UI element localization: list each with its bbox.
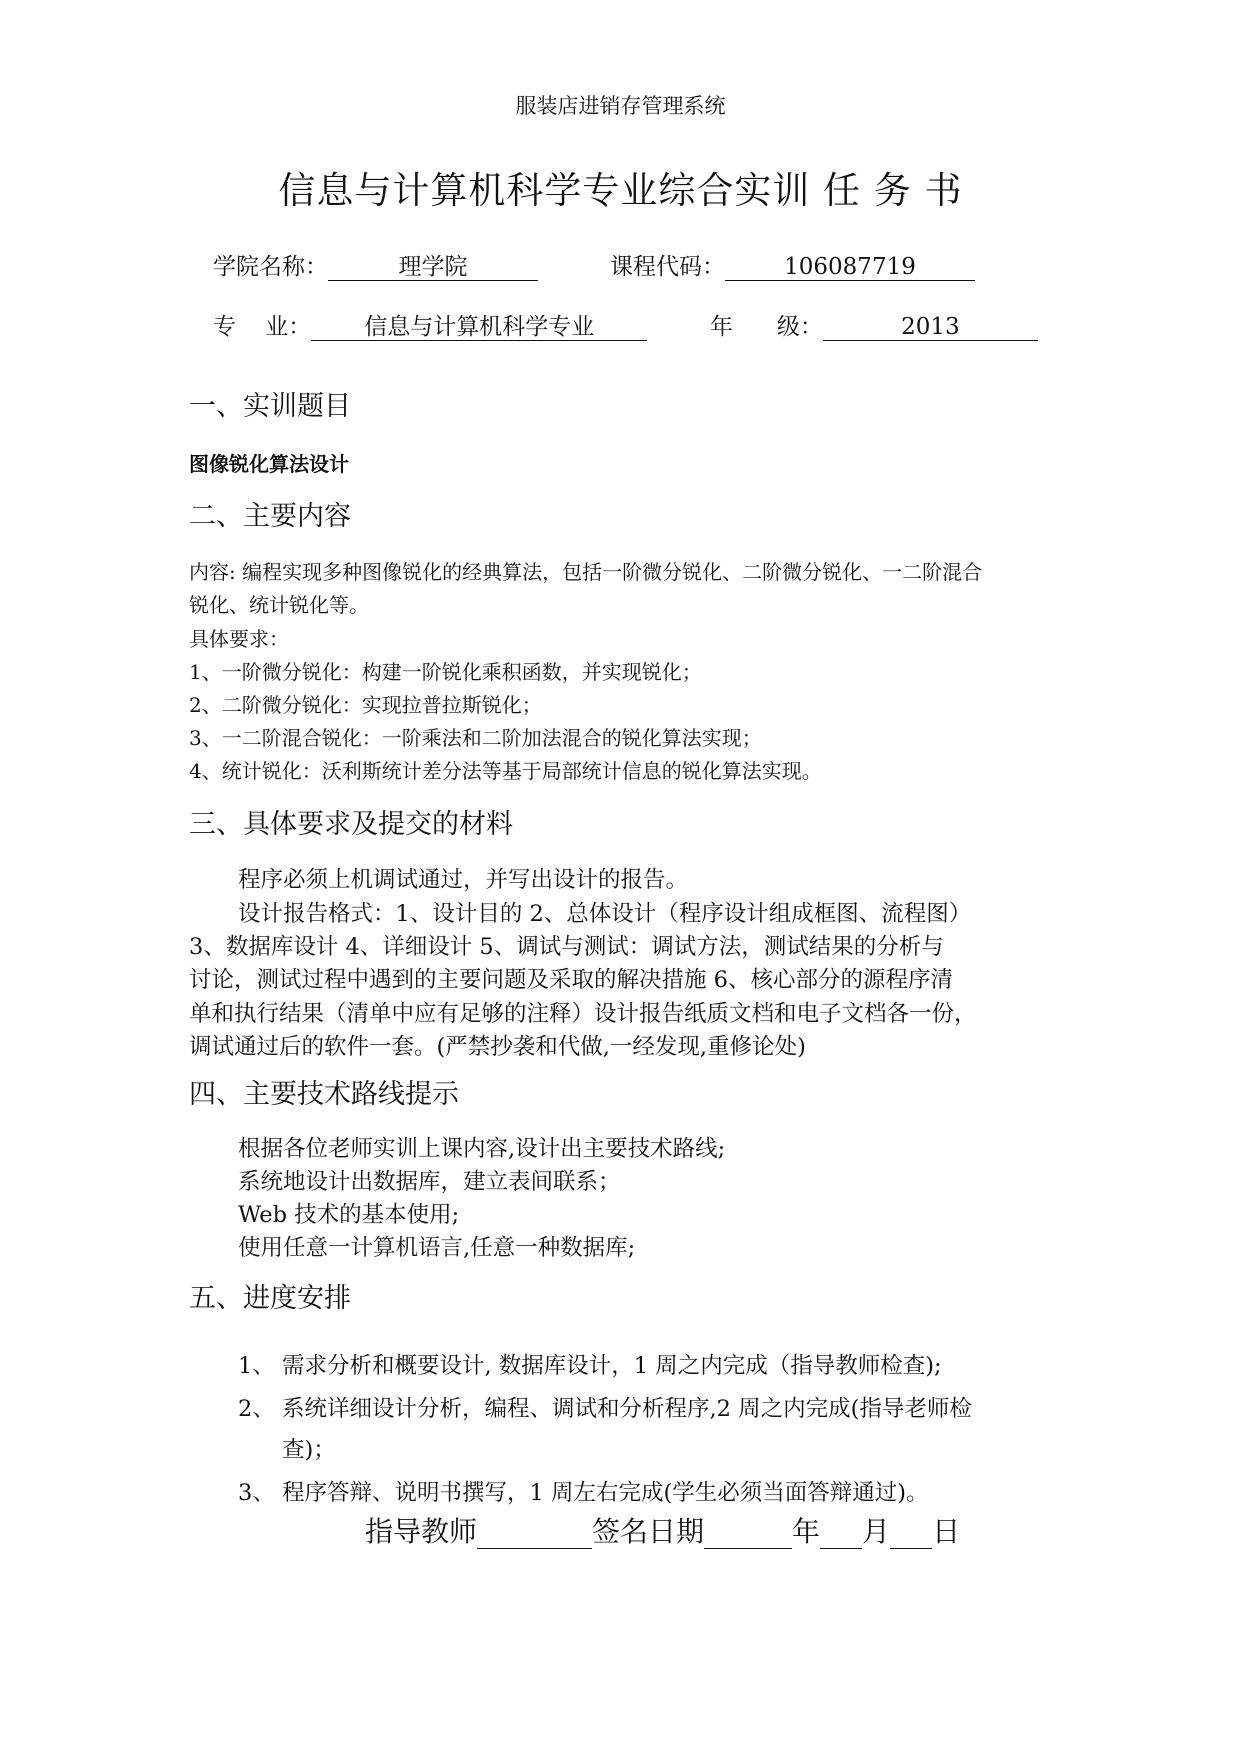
section-heading-3: 三、具体要求及提交的材料: [189, 809, 513, 840]
date-label: 签名日期: [592, 1515, 705, 1548]
major-value: 信息与计算机科学专业: [311, 315, 647, 341]
college-field: [213, 248, 538, 281]
content-item: 4、统计锐化：沃利斯统计差分法等基于局部统计信息的锐化算法实现。: [189, 759, 822, 783]
grade-value: 2013: [823, 315, 1038, 341]
section-heading-2: 二、主要内容: [189, 501, 351, 532]
content-item: 2、二阶微分锐化：实现拉普拉斯锐化；: [189, 693, 542, 717]
schedule-number: 1、: [238, 1353, 275, 1379]
tech-hint: Web 技术的基本使用;: [238, 1202, 460, 1228]
section-heading-5: 五、进度安排: [189, 1283, 351, 1314]
tech-hint: 使用任意一计算机语言,任意一种数据库;: [238, 1235, 636, 1261]
schedule-text: 程序答辩、说明书撰写，1 周左右完成(学生必须当面答辩通过)。: [282, 1480, 929, 1506]
month-label: 月: [862, 1515, 891, 1548]
course-code-label: 课程代码：: [610, 254, 725, 280]
grade-label: 年 级：: [710, 314, 823, 340]
day-label: 日: [932, 1515, 961, 1548]
major-field: [213, 308, 647, 341]
requirements-line: 调试通过后的软件一套。(严禁抄袭和代做,一经发现,重修论处): [189, 1034, 806, 1060]
requirements-line: 单和执行结果（清单中应有足够的注释）设计报告纸质文档和电子文档各一份，: [189, 1001, 977, 1027]
schedule-number: 2、: [238, 1396, 275, 1422]
tech-hint: 根据各位老师实训上课内容,设计出主要技术路线;: [238, 1136, 726, 1162]
schedule-text-continued: 查)；: [282, 1437, 336, 1463]
schedule-number: 3、: [238, 1480, 275, 1506]
requirements-line: 3、数据库设计 4、详细设计 5、调试与测试：调试方法，测试结果的分析与: [189, 934, 944, 960]
requirements-line: 讨论，测试过程中遇到的主要问题及采取的解决措施 6、核心部分的源程序清: [189, 967, 953, 993]
teacher-signature-blank[interactable]: [477, 1517, 592, 1549]
year-label: 年: [792, 1515, 821, 1548]
project-topic: 图像锐化算法设计: [189, 452, 349, 476]
signature-row: [365, 1510, 960, 1550]
schedule-text: 系统详细设计分析，编程、调试和分析程序,2 周之内完成(指导老师检: [282, 1396, 972, 1422]
course-code-value: 106087719: [725, 255, 975, 281]
month-blank[interactable]: [820, 1517, 862, 1549]
content-item: 1、一阶微分锐化：构建一阶锐化乘积函数，并实现锐化；: [189, 660, 702, 684]
content-intro-line-2: 锐化、统计锐化等。: [189, 593, 369, 617]
content-intro-line-1: 内容: 编程实现多种图像锐化的经典算法，包括一阶微分锐化、二阶微分锐化、一二阶混合: [189, 560, 983, 584]
course-code-field: [610, 248, 975, 281]
college-label: 学院名称：: [213, 254, 328, 280]
college-value: 理学院: [328, 255, 538, 281]
running-header: 服装店进销存管理系统: [515, 94, 726, 118]
grade-field: [710, 308, 1038, 341]
year-blank[interactable]: [704, 1517, 792, 1549]
major-label: 专 业：: [213, 314, 312, 340]
tech-hint: 系统地设计出数据库，建立表间联系；: [238, 1169, 621, 1195]
schedule-text: 需求分析和概要设计, 数据库设计，1 周之内完成（指导教师检查);: [282, 1353, 942, 1379]
day-blank[interactable]: [890, 1517, 932, 1549]
document-title: 信息与计算机科学专业综合实训 任 务 书: [278, 169, 963, 212]
teacher-label: 指导教师: [365, 1515, 478, 1548]
section-heading-1: 一、实训题目: [189, 391, 351, 422]
content-item: 3、一二阶混合锐化：一阶乘法和二阶加法混合的锐化算法实现；: [189, 726, 762, 750]
requirements-line: 程序必须上机调试通过，并写出设计的报告。: [238, 867, 689, 893]
requirements-label: 具体要求：: [189, 627, 289, 651]
section-heading-4: 四、主要技术路线提示: [189, 1079, 459, 1110]
requirements-line: 设计报告格式：1、设计目的 2、总体设计（程序设计组成框图、流程图）: [238, 901, 972, 927]
